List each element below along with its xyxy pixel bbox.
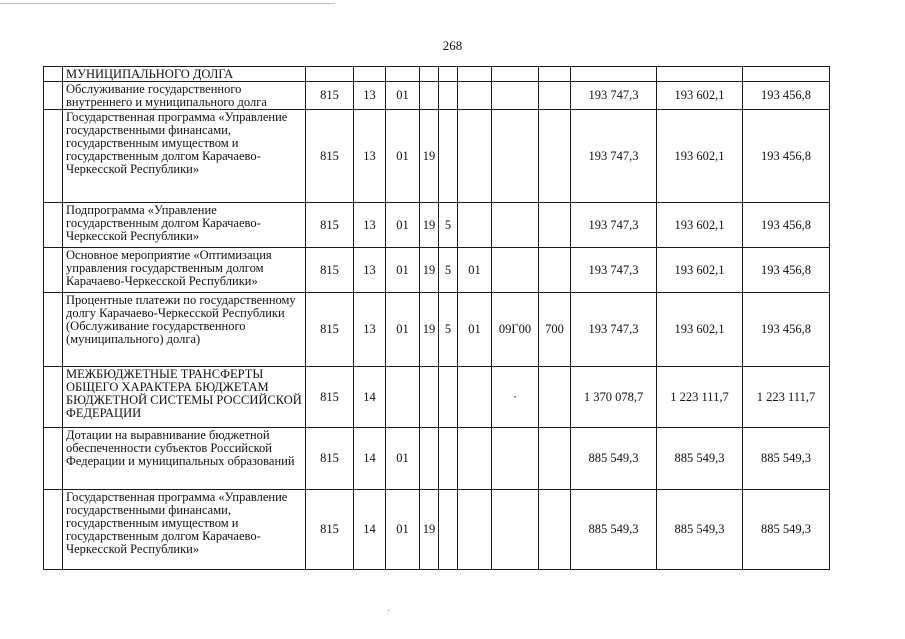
activity-code-cell xyxy=(458,490,492,570)
activity-code-cell xyxy=(458,82,492,110)
ved-code-cell: 815 xyxy=(306,367,354,428)
amount-year1-cell: 885 549,3 xyxy=(571,428,657,490)
activity-code-cell xyxy=(458,110,492,203)
ved-code-cell: 815 xyxy=(306,82,354,110)
item-name-cell: Подпрограмма «Управление государственным долгом Карачаево-Черкесской Республики» xyxy=(63,203,306,248)
subprogram-code-cell: 5 xyxy=(439,248,458,293)
item-name-cell: Процентные платежи по государственному долгу Карачаево-Черкесской Республики (Обслуживание государственного (муниципального) долга) xyxy=(63,293,306,367)
ved-code-cell: 815 xyxy=(306,248,354,293)
row-number-cell xyxy=(44,248,63,293)
section-code-cell: 14 xyxy=(354,367,386,428)
budget-table xyxy=(43,66,830,570)
program-code-cell: 19 xyxy=(420,248,439,293)
direction-code-cell xyxy=(492,110,539,203)
program-code-cell: 19 xyxy=(420,110,439,203)
direction-code-cell: · xyxy=(492,367,539,428)
amount-year3-cell: 193 456,8 xyxy=(743,203,830,248)
subsection-code-cell xyxy=(386,67,420,82)
expense-type-cell xyxy=(539,428,571,490)
subprogram-code-cell xyxy=(439,367,458,428)
section-code-cell: 13 xyxy=(354,248,386,293)
activity-code-cell: 01 xyxy=(458,248,492,293)
expense-type-cell xyxy=(539,82,571,110)
amount-year1-cell: 193 747,3 xyxy=(571,203,657,248)
amount-year3-cell: 885 549,3 xyxy=(743,428,830,490)
table-row xyxy=(44,293,830,367)
amount-year1-cell: 193 747,3 xyxy=(571,293,657,367)
amount-year3-cell: 193 456,8 xyxy=(743,293,830,367)
subprogram-code-cell xyxy=(439,67,458,82)
ved-code-cell xyxy=(306,67,354,82)
program-code-cell xyxy=(420,82,439,110)
amount-year2-cell: 885 549,3 xyxy=(657,490,743,570)
item-name-cell: Государственная программа «Управление государственными финансами, государственным имуществом и государственным долгом Карачаево-Черкесской Республики» xyxy=(63,490,306,570)
section-code-cell: 13 xyxy=(354,203,386,248)
expense-type-cell xyxy=(539,110,571,203)
activity-code-cell xyxy=(458,428,492,490)
amount-year2-cell: 193 602,1 xyxy=(657,110,743,203)
row-number-cell xyxy=(44,428,63,490)
table-row xyxy=(44,82,830,110)
subprogram-code-cell xyxy=(439,428,458,490)
item-name-cell: Обслуживание государственного внутреннего и муниципального долга xyxy=(63,82,306,110)
direction-code-cell xyxy=(492,248,539,293)
expense-type-cell xyxy=(539,67,571,82)
row-number-cell xyxy=(44,293,63,367)
direction-code-cell xyxy=(492,67,539,82)
amount-year1-cell: 193 747,3 xyxy=(571,248,657,293)
table-row xyxy=(44,248,830,293)
amount-year2-cell: 193 602,1 xyxy=(657,293,743,367)
table-row xyxy=(44,203,830,248)
item-name-cell: МУНИЦИПАЛЬНОГО ДОЛГА xyxy=(63,67,306,82)
table-row xyxy=(44,490,830,570)
subprogram-code-cell xyxy=(439,490,458,570)
ved-code-cell: 815 xyxy=(306,110,354,203)
row-number-cell xyxy=(44,490,63,570)
amount-year3-cell: 1 223 111,7 xyxy=(743,367,830,428)
item-name-cell: Основное мероприятие «Оптимизация управления государственным долгом Карачаево-Черкесской Республики» xyxy=(63,248,306,293)
section-code-cell: 13 xyxy=(354,82,386,110)
row-number-cell xyxy=(44,67,63,82)
direction-code-cell xyxy=(492,82,539,110)
amount-year1-cell: 885 549,3 xyxy=(571,490,657,570)
section-code-cell: 14 xyxy=(354,490,386,570)
amount-year2-cell xyxy=(657,67,743,82)
amount-year2-cell: 1 223 111,7 xyxy=(657,367,743,428)
amount-year2-cell: 193 602,1 xyxy=(657,248,743,293)
budget-table-body xyxy=(44,67,830,570)
activity-code-cell xyxy=(458,67,492,82)
row-number-cell xyxy=(44,110,63,203)
direction-code-cell: 09Г00 xyxy=(492,293,539,367)
table-row xyxy=(44,428,830,490)
subprogram-code-cell xyxy=(439,110,458,203)
top-scan-rule xyxy=(0,3,335,4)
item-name-cell: Дотации на выравнивание бюджетной обеспеченности субъектов Российской Федерации и муниципальных образований xyxy=(63,428,306,490)
expense-type-cell xyxy=(539,490,571,570)
subsection-code-cell: 01 xyxy=(386,82,420,110)
ved-code-cell: 815 xyxy=(306,490,354,570)
amount-year3-cell: 885 549,3 xyxy=(743,490,830,570)
subprogram-code-cell: 5 xyxy=(439,293,458,367)
program-code-cell: 19 xyxy=(420,490,439,570)
amount-year1-cell xyxy=(571,67,657,82)
item-name-cell: МЕЖБЮДЖЕТНЫЕ ТРАНСФЕРТЫ ОБЩЕГО ХАРАКТЕРА БЮДЖЕТАМ БЮДЖЕТНОЙ СИСТЕМЫ РОССИЙСКОЙ ФЕДЕРАЦИИ xyxy=(63,367,306,428)
section-code-cell: 13 xyxy=(354,293,386,367)
amount-year3-cell: 193 456,8 xyxy=(743,110,830,203)
expense-type-cell xyxy=(539,203,571,248)
subsection-code-cell: 01 xyxy=(386,490,420,570)
subsection-code-cell: 01 xyxy=(386,293,420,367)
subsection-code-cell xyxy=(386,367,420,428)
program-code-cell xyxy=(420,367,439,428)
program-code-cell xyxy=(420,428,439,490)
amount-year3-cell: 193 456,8 xyxy=(743,82,830,110)
expense-type-cell xyxy=(539,367,571,428)
amount-year1-cell: 1 370 078,7 xyxy=(571,367,657,428)
amount-year3-cell xyxy=(743,67,830,82)
expense-type-cell: 700 xyxy=(539,293,571,367)
ved-code-cell: 815 xyxy=(306,428,354,490)
amount-year2-cell: 885 549,3 xyxy=(657,428,743,490)
program-code-cell: 19 xyxy=(420,203,439,248)
amount-year2-cell: 193 602,1 xyxy=(657,82,743,110)
direction-code-cell xyxy=(492,203,539,248)
table-row xyxy=(44,110,830,203)
subsection-code-cell: 01 xyxy=(386,203,420,248)
table-row xyxy=(44,367,830,428)
direction-code-cell xyxy=(492,490,539,570)
subsection-code-cell: 01 xyxy=(386,110,420,203)
stray-mark: · xyxy=(387,606,391,617)
subprogram-code-cell: 5 xyxy=(439,203,458,248)
page-number: 268 xyxy=(442,38,463,53)
amount-year2-cell: 193 602,1 xyxy=(657,203,743,248)
ved-code-cell: 815 xyxy=(306,293,354,367)
subsection-code-cell: 01 xyxy=(386,248,420,293)
subprogram-code-cell xyxy=(439,82,458,110)
activity-code-cell xyxy=(458,203,492,248)
program-code-cell xyxy=(420,67,439,82)
item-name-cell: Государственная программа «Управление государственными финансами, государственным имуществом и государственным долгом Карачаево-Черкесской Республики» xyxy=(63,110,306,203)
row-number-cell xyxy=(44,367,63,428)
ved-code-cell: 815 xyxy=(306,203,354,248)
row-number-cell xyxy=(44,82,63,110)
row-number-cell xyxy=(44,203,63,248)
section-code-cell: 13 xyxy=(354,110,386,203)
expense-type-cell xyxy=(539,248,571,293)
table-row xyxy=(44,67,830,82)
subsection-code-cell: 01 xyxy=(386,428,420,490)
amount-year1-cell: 193 747,3 xyxy=(571,110,657,203)
amount-year1-cell: 193 747,3 xyxy=(571,82,657,110)
program-code-cell: 19 xyxy=(420,293,439,367)
activity-code-cell: 01 xyxy=(458,293,492,367)
section-code-cell xyxy=(354,67,386,82)
section-code-cell: 14 xyxy=(354,428,386,490)
direction-code-cell xyxy=(492,428,539,490)
activity-code-cell xyxy=(458,367,492,428)
amount-year3-cell: 193 456,8 xyxy=(743,248,830,293)
